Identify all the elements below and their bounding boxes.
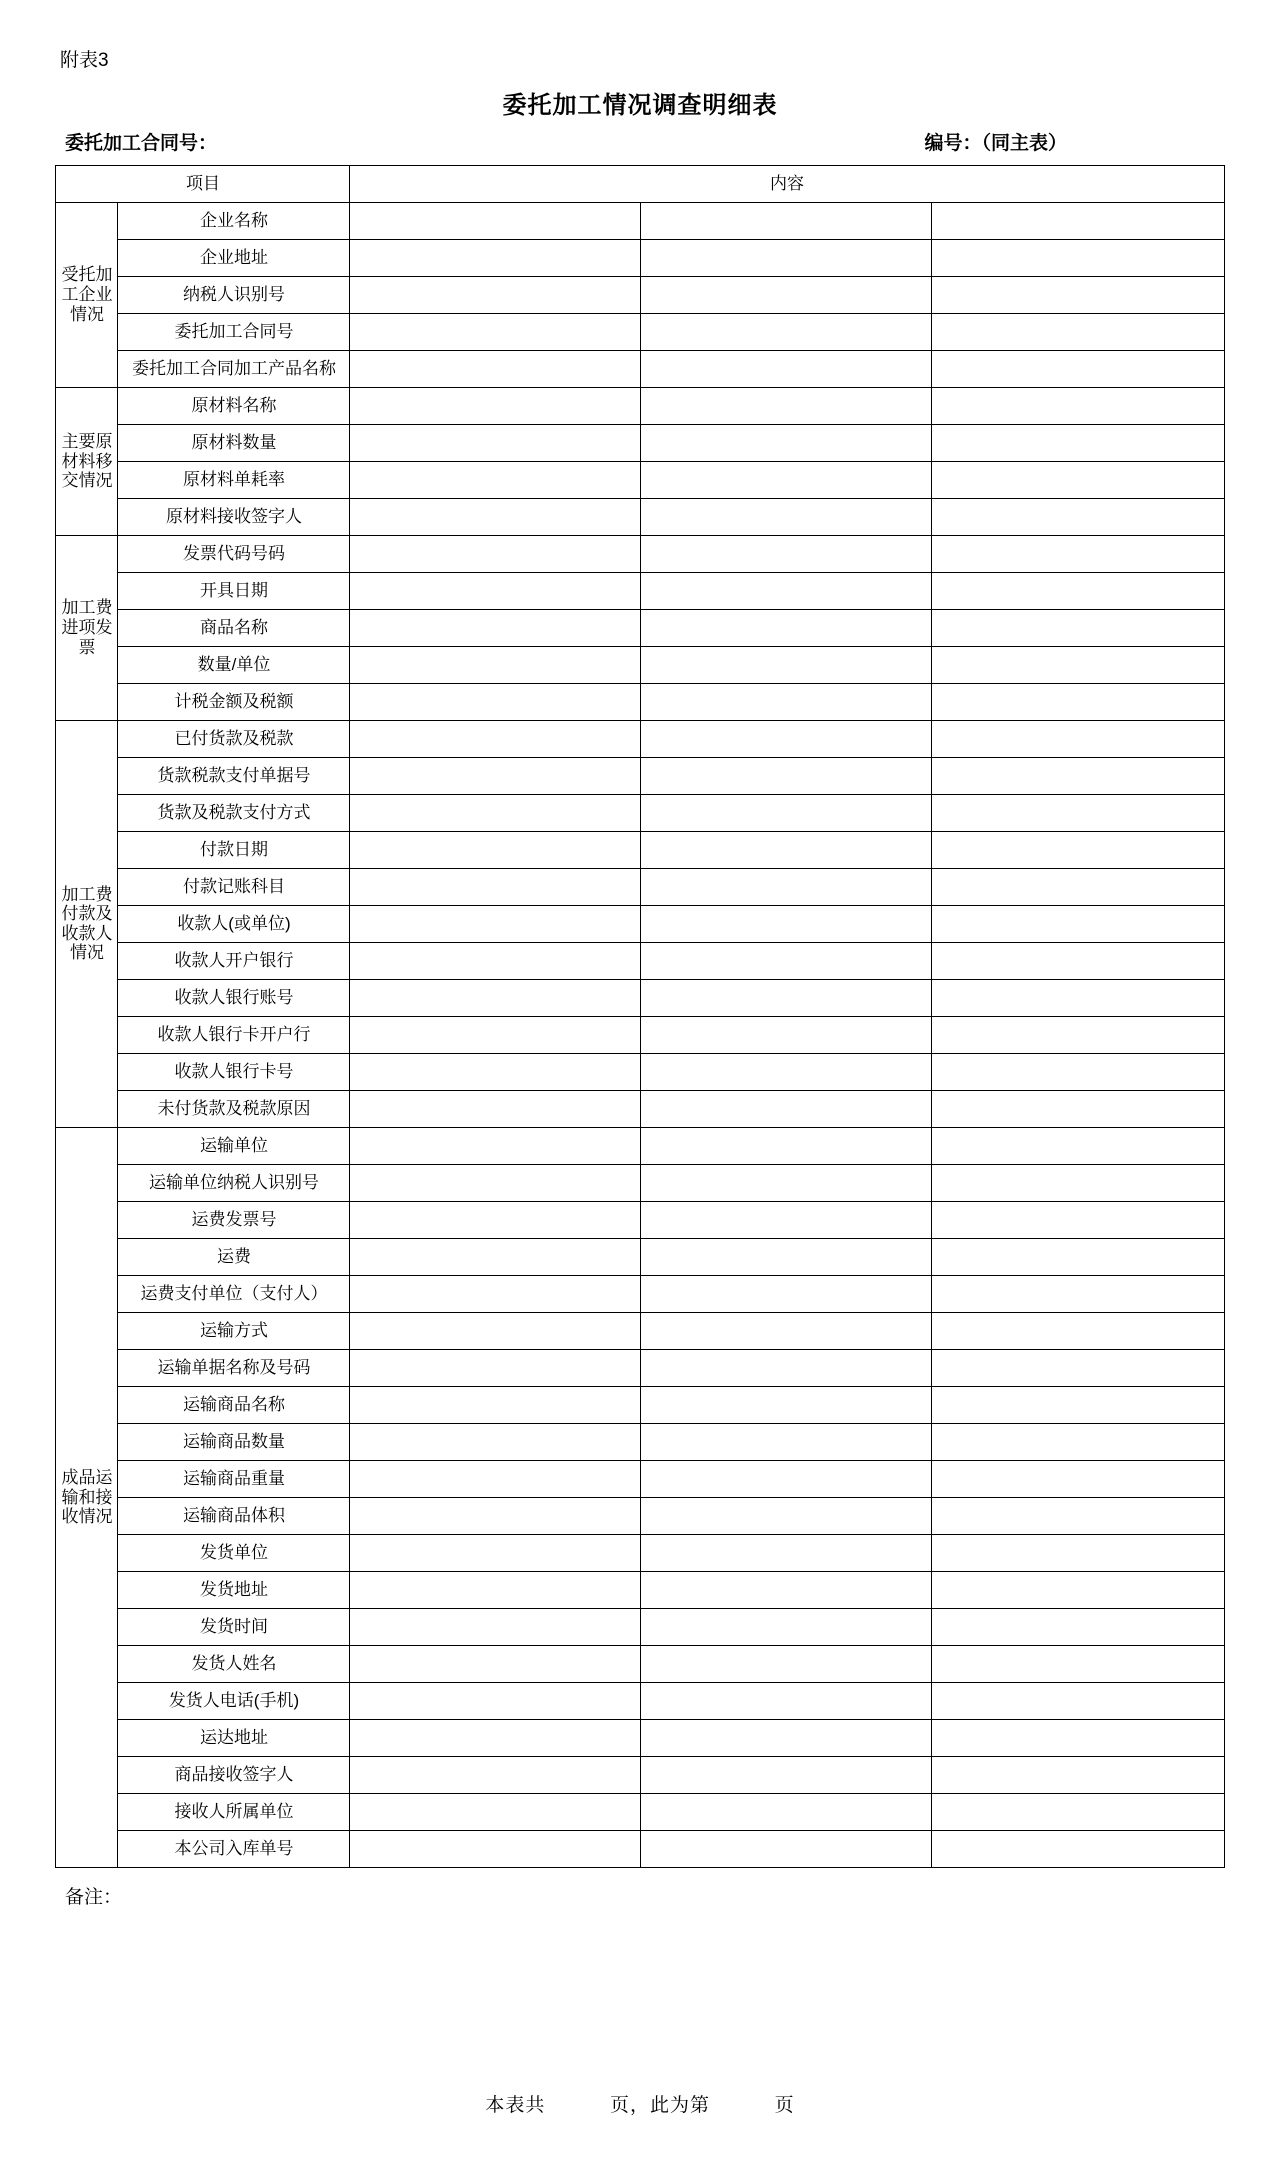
row-value-cell[interactable] xyxy=(932,609,1224,646)
subheader xyxy=(65,128,1217,155)
row-value-cell[interactable] xyxy=(641,794,932,831)
row-value-cell[interactable] xyxy=(932,1608,1224,1645)
row-value-cell[interactable] xyxy=(350,720,641,757)
row-value-cell[interactable] xyxy=(641,1534,932,1571)
row-item-label: 发货人电话(手机) xyxy=(118,1682,350,1719)
row-value-cell[interactable] xyxy=(641,1238,932,1275)
row-item-label: 原材料数量 xyxy=(118,424,350,461)
row-value-cell[interactable] xyxy=(350,831,641,868)
row-item-label: 付款记账科目 xyxy=(118,868,350,905)
row-value-cell[interactable] xyxy=(932,1497,1224,1534)
row-value-cell[interactable] xyxy=(932,1386,1224,1423)
survey-detail-table xyxy=(55,165,1224,1868)
row-value-cell[interactable] xyxy=(932,1830,1224,1867)
row-value-cell[interactable] xyxy=(641,424,932,461)
row-value-cell[interactable] xyxy=(350,535,641,572)
row-value-cell[interactable] xyxy=(932,1016,1224,1053)
table-row xyxy=(56,979,1224,1016)
row-value-cell[interactable] xyxy=(932,498,1224,535)
row-group-label: 加工费进项发票 xyxy=(56,535,118,720)
row-value-cell[interactable] xyxy=(932,202,1224,239)
row-value-cell[interactable] xyxy=(641,1608,932,1645)
footer-suffix: 页 xyxy=(774,2095,795,2116)
row-value-cell[interactable] xyxy=(641,1571,932,1608)
row-item-label: 运输单位纳税人识别号 xyxy=(118,1164,350,1201)
row-value-cell[interactable] xyxy=(350,1608,641,1645)
table-row xyxy=(56,683,1224,720)
row-item-label: 未付货款及税款原因 xyxy=(118,1090,350,1127)
row-value-cell[interactable] xyxy=(641,1090,932,1127)
table-row xyxy=(56,276,1224,313)
table-row xyxy=(56,1238,1224,1275)
row-value-cell[interactable] xyxy=(350,1349,641,1386)
row-value-cell[interactable] xyxy=(350,1534,641,1571)
row-value-cell[interactable] xyxy=(350,276,641,313)
footer-prefix: 本表共 xyxy=(485,2095,546,2116)
row-value-cell[interactable] xyxy=(932,1719,1224,1756)
row-group-label: 成品运输和接收情况 xyxy=(56,1127,118,1867)
row-value-cell[interactable] xyxy=(641,1201,932,1238)
row-item-label: 企业地址 xyxy=(118,239,350,276)
row-item-label: 收款人银行卡开户行 xyxy=(118,1016,350,1053)
row-value-cell[interactable] xyxy=(641,609,932,646)
table-row xyxy=(56,387,1224,424)
row-value-cell[interactable] xyxy=(350,1053,641,1090)
row-value-cell[interactable] xyxy=(350,1423,641,1460)
row-item-label: 本公司入库单号 xyxy=(118,1830,350,1867)
row-value-cell[interactable] xyxy=(350,1756,641,1793)
table-row xyxy=(56,1423,1224,1460)
page-footer xyxy=(0,2090,1280,2117)
contract-number-label: 委托加工合同号： xyxy=(65,132,218,154)
row-value-cell[interactable] xyxy=(932,1127,1224,1164)
table-row xyxy=(56,1830,1224,1867)
row-item-label: 委托加工合同加工产品名称 xyxy=(118,350,350,387)
row-value-cell[interactable] xyxy=(350,1164,641,1201)
table-row xyxy=(56,794,1224,831)
table-row xyxy=(56,350,1224,387)
row-value-cell[interactable] xyxy=(350,609,641,646)
table-row xyxy=(56,1275,1224,1312)
row-value-cell[interactable] xyxy=(350,1312,641,1349)
row-item-label: 发货人姓名 xyxy=(118,1645,350,1682)
row-value-cell[interactable] xyxy=(641,1386,932,1423)
row-value-cell[interactable] xyxy=(350,387,641,424)
row-value-cell[interactable] xyxy=(350,1571,641,1608)
row-value-cell[interactable] xyxy=(641,905,932,942)
row-value-cell[interactable] xyxy=(350,757,641,794)
row-value-cell[interactable] xyxy=(641,1016,932,1053)
table-row xyxy=(56,609,1224,646)
row-value-cell[interactable] xyxy=(350,1830,641,1867)
row-value-cell[interactable] xyxy=(932,868,1224,905)
table-row xyxy=(56,1016,1224,1053)
table-row xyxy=(56,942,1224,979)
table-row xyxy=(56,313,1224,350)
row-value-cell[interactable] xyxy=(641,831,932,868)
page-title: 委托加工情况调查明细表 xyxy=(502,91,778,119)
table-row xyxy=(56,1386,1224,1423)
row-value-cell[interactable] xyxy=(932,1423,1224,1460)
row-value-cell[interactable] xyxy=(641,461,932,498)
row-value-cell[interactable] xyxy=(350,350,641,387)
row-value-cell[interactable] xyxy=(641,1645,932,1682)
row-value-cell[interactable] xyxy=(350,979,641,1016)
row-value-cell[interactable] xyxy=(350,1497,641,1534)
row-value-cell[interactable] xyxy=(932,313,1224,350)
row-value-cell[interactable] xyxy=(350,683,641,720)
table-row xyxy=(56,239,1224,276)
table-row xyxy=(56,1608,1224,1645)
row-item-label: 商品接收签字人 xyxy=(118,1756,350,1793)
row-value-cell[interactable] xyxy=(350,1682,641,1719)
row-value-cell[interactable] xyxy=(641,350,932,387)
row-value-cell[interactable] xyxy=(932,646,1224,683)
row-item-label: 原材料单耗率 xyxy=(118,461,350,498)
row-value-cell[interactable] xyxy=(932,1164,1224,1201)
row-value-cell[interactable] xyxy=(932,794,1224,831)
row-value-cell[interactable] xyxy=(932,276,1224,313)
row-value-cell[interactable] xyxy=(641,1275,932,1312)
column-header-item: 项目 xyxy=(56,165,350,202)
row-value-cell[interactable] xyxy=(641,1830,932,1867)
row-value-cell[interactable] xyxy=(641,683,932,720)
row-value-cell[interactable] xyxy=(350,1645,641,1682)
row-item-label: 货款及税款支付方式 xyxy=(118,794,350,831)
row-value-cell[interactable] xyxy=(350,424,641,461)
row-value-cell[interactable] xyxy=(641,942,932,979)
row-value-cell[interactable] xyxy=(350,1016,641,1053)
row-item-label: 发货地址 xyxy=(118,1571,350,1608)
table-row xyxy=(56,1201,1224,1238)
row-value-cell[interactable] xyxy=(350,1460,641,1497)
row-value-cell[interactable] xyxy=(641,1053,932,1090)
row-value-cell[interactable] xyxy=(641,1349,932,1386)
row-item-label: 收款人开户银行 xyxy=(118,942,350,979)
row-value-cell[interactable] xyxy=(641,1423,932,1460)
row-value-cell[interactable] xyxy=(932,461,1224,498)
row-value-cell[interactable] xyxy=(932,1201,1224,1238)
row-value-cell[interactable] xyxy=(350,1275,641,1312)
row-value-cell[interactable] xyxy=(932,1645,1224,1682)
table-row xyxy=(56,1534,1224,1571)
row-item-label: 收款人银行账号 xyxy=(118,979,350,1016)
row-value-cell[interactable] xyxy=(641,239,932,276)
row-value-cell[interactable] xyxy=(932,387,1224,424)
row-value-cell[interactable] xyxy=(641,498,932,535)
row-value-cell[interactable] xyxy=(932,1090,1224,1127)
table-row xyxy=(56,1053,1224,1090)
table-row xyxy=(56,757,1224,794)
row-item-label: 原材料名称 xyxy=(118,387,350,424)
row-item-label: 发货单位 xyxy=(118,1534,350,1571)
row-item-label: 计税金额及税额 xyxy=(118,683,350,720)
table-row xyxy=(56,1127,1224,1164)
row-value-cell[interactable] xyxy=(932,1534,1224,1571)
row-value-cell[interactable] xyxy=(932,1571,1224,1608)
row-item-label: 运输商品名称 xyxy=(118,1386,350,1423)
row-value-cell[interactable] xyxy=(350,1719,641,1756)
row-value-cell[interactable] xyxy=(350,942,641,979)
table-row xyxy=(56,424,1224,461)
row-value-cell[interactable] xyxy=(932,1238,1224,1275)
row-value-cell[interactable] xyxy=(350,905,641,942)
row-value-cell[interactable] xyxy=(641,1460,932,1497)
row-item-label: 已付货款及税款 xyxy=(118,720,350,757)
row-item-label: 开具日期 xyxy=(118,572,350,609)
row-value-cell[interactable] xyxy=(350,1127,641,1164)
row-value-cell[interactable] xyxy=(932,905,1224,942)
row-value-cell[interactable] xyxy=(932,1460,1224,1497)
table-row xyxy=(56,868,1224,905)
table-row xyxy=(56,1090,1224,1127)
row-item-label: 发货时间 xyxy=(118,1608,350,1645)
row-group-label: 主要原材料移交情况 xyxy=(56,387,118,535)
table-row xyxy=(56,1164,1224,1201)
row-value-cell[interactable] xyxy=(350,646,641,683)
table-row xyxy=(56,1497,1224,1534)
attachment-label: 附表3 xyxy=(60,50,109,71)
row-value-cell[interactable] xyxy=(350,498,641,535)
row-item-label: 接收人所属单位 xyxy=(118,1793,350,1830)
row-item-label: 付款日期 xyxy=(118,831,350,868)
row-item-label: 企业名称 xyxy=(118,202,350,239)
table-row xyxy=(56,831,1224,868)
row-item-label: 运输商品体积 xyxy=(118,1497,350,1534)
row-value-cell[interactable] xyxy=(350,868,641,905)
row-value-cell[interactable] xyxy=(641,1719,932,1756)
row-value-cell[interactable] xyxy=(350,572,641,609)
row-group-label: 受托加工企业情况 xyxy=(56,202,118,387)
row-item-label: 商品名称 xyxy=(118,609,350,646)
footer-middle: 页，此为第 xyxy=(609,2095,710,2116)
row-item-label: 委托加工合同号 xyxy=(118,313,350,350)
table-row xyxy=(56,202,1224,239)
row-value-cell[interactable] xyxy=(932,1053,1224,1090)
row-item-label: 运输商品数量 xyxy=(118,1423,350,1460)
row-value-cell[interactable] xyxy=(932,979,1224,1016)
row-value-cell[interactable] xyxy=(641,202,932,239)
remark-label: 备注： xyxy=(65,1886,123,1908)
table-row xyxy=(56,498,1224,535)
row-value-cell[interactable] xyxy=(932,1793,1224,1830)
row-item-label: 运达地址 xyxy=(118,1719,350,1756)
row-value-cell[interactable] xyxy=(641,1127,932,1164)
row-value-cell[interactable] xyxy=(932,683,1224,720)
row-value-cell[interactable] xyxy=(641,868,932,905)
table-header-row xyxy=(56,165,1224,202)
row-item-label: 运费支付单位（支付人） xyxy=(118,1275,350,1312)
row-value-cell[interactable] xyxy=(932,1682,1224,1719)
row-value-cell[interactable] xyxy=(350,1793,641,1830)
row-item-label: 货款税款支付单据号 xyxy=(118,757,350,794)
table-row xyxy=(56,720,1224,757)
row-value-cell[interactable] xyxy=(932,757,1224,794)
row-value-cell[interactable] xyxy=(932,1275,1224,1312)
row-value-cell[interactable] xyxy=(350,202,641,239)
table-row xyxy=(56,1682,1224,1719)
row-value-cell[interactable] xyxy=(641,535,932,572)
row-value-cell[interactable] xyxy=(350,1201,641,1238)
row-value-cell[interactable] xyxy=(641,1312,932,1349)
table-row xyxy=(56,461,1224,498)
row-item-label: 运输单据名称及号码 xyxy=(118,1349,350,1386)
row-value-cell[interactable] xyxy=(350,1090,641,1127)
row-value-cell[interactable] xyxy=(641,1756,932,1793)
row-value-cell[interactable] xyxy=(641,313,932,350)
table-row xyxy=(56,1793,1224,1830)
row-value-cell[interactable] xyxy=(641,757,932,794)
row-item-label: 原材料接收签字人 xyxy=(118,498,350,535)
table-row xyxy=(56,535,1224,572)
table-row xyxy=(56,1460,1224,1497)
row-value-cell[interactable] xyxy=(932,572,1224,609)
row-value-cell[interactable] xyxy=(932,1756,1224,1793)
row-value-cell[interactable] xyxy=(641,1793,932,1830)
row-value-cell[interactable] xyxy=(641,387,932,424)
table-row xyxy=(56,1719,1224,1756)
row-item-label: 运输商品重量 xyxy=(118,1460,350,1497)
row-item-label: 收款人(或单位) xyxy=(118,905,350,942)
row-item-label: 收款人银行卡号 xyxy=(118,1053,350,1090)
row-value-cell[interactable] xyxy=(932,720,1224,757)
row-value-cell[interactable] xyxy=(350,1386,641,1423)
row-value-cell[interactable] xyxy=(641,1164,932,1201)
table-row xyxy=(56,905,1224,942)
row-value-cell[interactable] xyxy=(350,461,641,498)
row-group-label: 加工费付款及收款人情况 xyxy=(56,720,118,1127)
column-header-content: 内容 xyxy=(350,165,1224,202)
row-item-label: 运输单位 xyxy=(118,1127,350,1164)
row-value-cell[interactable] xyxy=(350,239,641,276)
row-value-cell[interactable] xyxy=(932,350,1224,387)
row-value-cell[interactable] xyxy=(350,1238,641,1275)
row-value-cell[interactable] xyxy=(932,535,1224,572)
row-value-cell[interactable] xyxy=(641,1497,932,1534)
row-item-label: 运费 xyxy=(118,1238,350,1275)
row-value-cell[interactable] xyxy=(932,1349,1224,1386)
table-row xyxy=(56,1756,1224,1793)
row-value-cell[interactable] xyxy=(350,313,641,350)
row-value-cell[interactable] xyxy=(932,942,1224,979)
table-row xyxy=(56,572,1224,609)
row-item-label: 运输方式 xyxy=(118,1312,350,1349)
row-value-cell[interactable] xyxy=(932,831,1224,868)
row-value-cell[interactable] xyxy=(641,646,932,683)
row-value-cell[interactable] xyxy=(641,1682,932,1719)
table-row xyxy=(56,1645,1224,1682)
row-value-cell[interactable] xyxy=(641,720,932,757)
serial-number-label: 编号：（同主表） xyxy=(924,132,1067,154)
row-item-label: 纳税人识别号 xyxy=(118,276,350,313)
row-value-cell[interactable] xyxy=(932,1312,1224,1349)
table-row xyxy=(56,1312,1224,1349)
table-row xyxy=(56,1349,1224,1386)
table-row xyxy=(56,646,1224,683)
row-value-cell[interactable] xyxy=(932,424,1224,461)
row-value-cell[interactable] xyxy=(641,572,932,609)
row-value-cell[interactable] xyxy=(641,276,932,313)
row-item-label: 数量/单位 xyxy=(118,646,350,683)
row-item-label: 发票代码号码 xyxy=(118,535,350,572)
row-value-cell[interactable] xyxy=(350,794,641,831)
table-row xyxy=(56,1571,1224,1608)
row-value-cell[interactable] xyxy=(641,979,932,1016)
row-item-label: 运费发票号 xyxy=(118,1201,350,1238)
row-value-cell[interactable] xyxy=(932,239,1224,276)
